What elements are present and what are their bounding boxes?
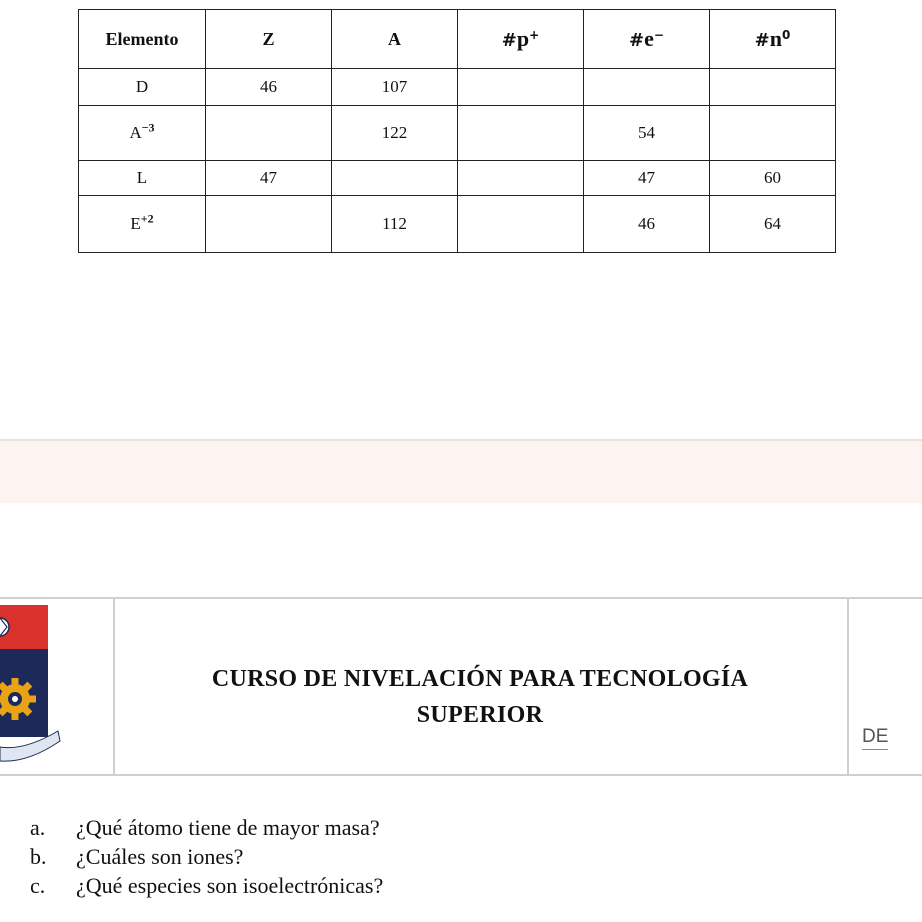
question-list	[30, 813, 910, 900]
header-protons: #p+	[458, 10, 584, 69]
cell-z: 47	[206, 161, 332, 196]
cell-element	[79, 161, 206, 196]
table-row	[79, 106, 836, 161]
cell-protons	[458, 161, 584, 196]
header-divider	[113, 599, 115, 774]
table-row	[79, 69, 836, 106]
cell-protons	[458, 106, 584, 161]
header-element: Elemento	[79, 10, 206, 69]
element-table	[78, 9, 836, 253]
cell-electrons	[584, 69, 710, 106]
cell-z	[206, 106, 332, 161]
cell-electrons: 47	[584, 161, 710, 196]
question-text: ¿Qué especies son isoelectrónicas?	[76, 873, 384, 898]
header-electrons-sup: −	[653, 28, 664, 42]
cell-neutrons: 60	[710, 161, 836, 196]
cell-electrons: 46	[584, 196, 710, 253]
question-letter: c.	[30, 873, 46, 898]
element-symbol: D	[135, 77, 149, 96]
question-text: ¿Qué átomo tiene de mayor masa?	[76, 815, 380, 840]
question-item	[30, 842, 910, 871]
header-divider	[847, 599, 849, 774]
question-item	[30, 813, 910, 842]
header-right-label: DE	[862, 726, 888, 750]
question-text: ¿Cuáles son iones?	[76, 844, 244, 869]
page-break	[0, 439, 922, 503]
cell-protons	[458, 196, 584, 253]
element-symbol: L	[136, 168, 148, 187]
document-header	[0, 597, 922, 776]
cell-electrons: 54	[584, 106, 710, 161]
element-charge: +2	[140, 211, 154, 226]
question-item	[30, 871, 910, 900]
cell-z	[206, 196, 332, 253]
cell-neutrons	[710, 106, 836, 161]
cell-element	[79, 69, 206, 106]
course-title-line1: CURSO DE NIVELACIÓN PARA TECNOLOGÍA	[211, 666, 749, 692]
header-neutrons: $\#n^0$	[710, 10, 836, 69]
element-symbol: E	[130, 214, 141, 233]
cell-a: 107	[332, 69, 458, 106]
cell-protons	[458, 69, 584, 106]
question-letter: b.	[30, 844, 47, 869]
header-z: Z	[206, 10, 332, 69]
table-header-row	[79, 10, 836, 69]
element-charge: −3	[141, 120, 155, 135]
cell-neutrons: 64	[710, 196, 836, 253]
course-title-line2: SUPERIOR	[416, 702, 544, 728]
cell-a: 112	[332, 196, 458, 253]
header-a: A	[332, 10, 458, 69]
element-symbol: A	[129, 123, 142, 142]
header-electrons: #e−	[584, 10, 710, 69]
cell-a	[332, 161, 458, 196]
question-letter: a.	[30, 815, 46, 840]
institution-logo	[0, 605, 62, 765]
table-row	[79, 161, 836, 196]
header-protons-sup: +	[529, 28, 540, 42]
cell-a: 122	[332, 106, 458, 161]
cell-neutrons	[710, 69, 836, 106]
cell-z: 46	[206, 69, 332, 106]
table-row	[79, 196, 836, 253]
cell-element	[79, 196, 206, 253]
course-title	[120, 661, 840, 733]
header-neutrons-sup: 0	[781, 28, 791, 42]
cell-element	[79, 106, 206, 161]
